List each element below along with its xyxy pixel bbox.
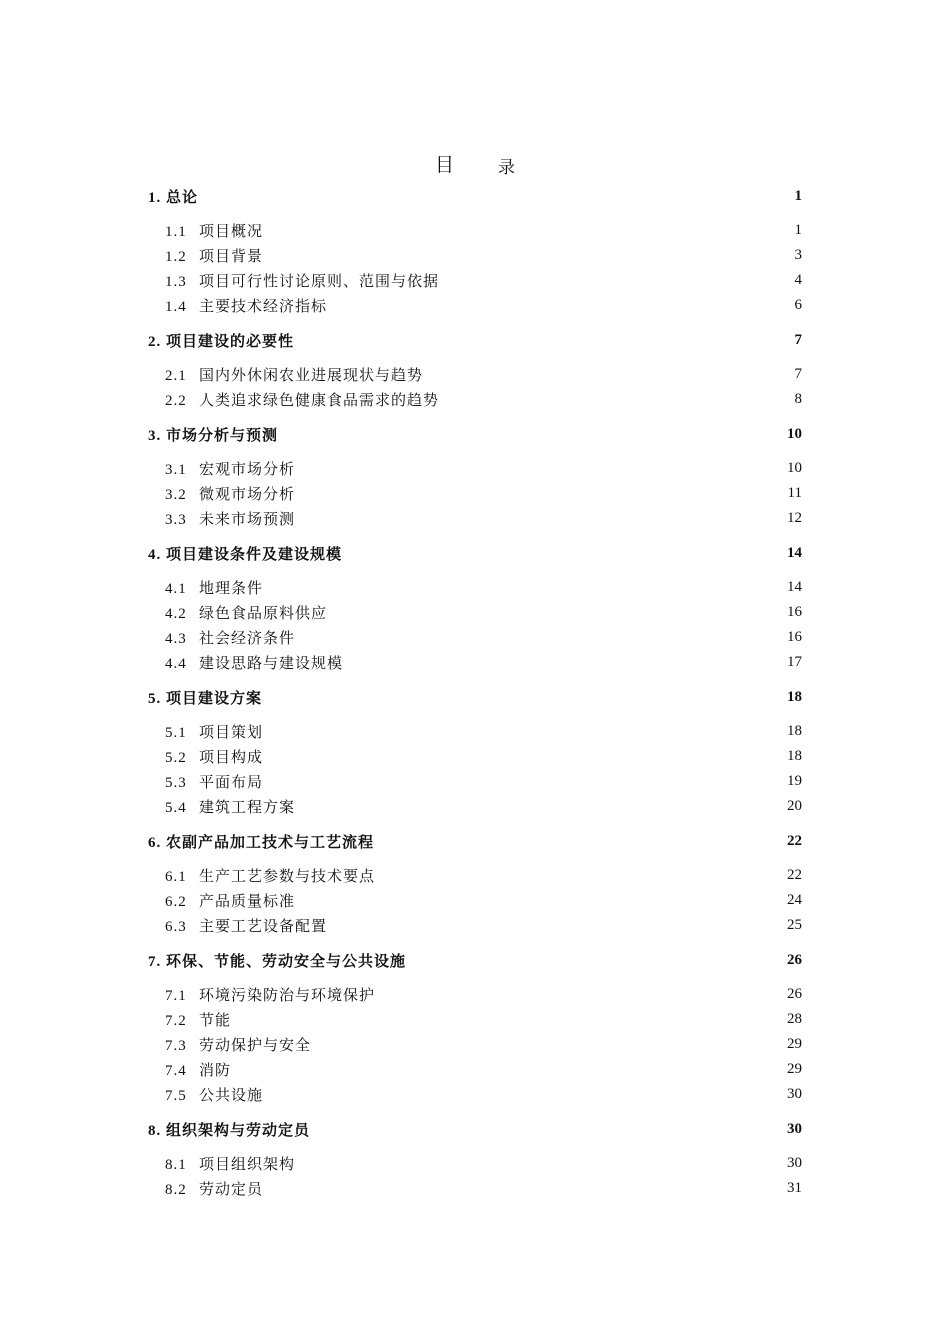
toc-chapter-entry[interactable] (148, 184, 802, 208)
toc-section-heading (165, 721, 263, 742)
toc-title (0, 150, 950, 177)
toc-section-entry[interactable] (148, 268, 802, 293)
toc-section-heading (165, 984, 375, 1005)
toc-section-entry[interactable] (148, 243, 802, 268)
toc-section-entry[interactable] (148, 456, 802, 481)
toc-section-page-number: 12 (787, 510, 802, 526)
toc-section-entry[interactable] (148, 744, 802, 769)
toc-section-page-number: 19 (787, 773, 802, 789)
toc-section-entry[interactable] (148, 1151, 802, 1176)
toc-section-number: 5.1 (165, 725, 187, 741)
toc-chapter-entry[interactable] (148, 328, 802, 352)
toc-section-label: 社会经济条件 (199, 631, 296, 647)
toc-section-label: 建筑工程方案 (199, 800, 296, 816)
toc-section-number: 2.2 (165, 393, 187, 409)
toc-section-number: 6.1 (165, 869, 187, 885)
toc-section-heading (165, 1153, 295, 1174)
toc-section-page-number: 18 (787, 748, 802, 764)
toc-section-heading (165, 1009, 231, 1030)
toc-section-number: 7.1 (165, 988, 187, 1004)
toc-section-entry[interactable] (148, 387, 802, 412)
toc-section-page-number: 20 (787, 798, 802, 814)
table-of-contents (148, 184, 802, 1201)
toc-section-page-number: 22 (787, 867, 802, 883)
toc-section-entry[interactable] (148, 362, 802, 387)
toc-section-entry[interactable] (148, 913, 802, 938)
toc-section-entry[interactable] (148, 888, 802, 913)
toc-section-page-number: 17 (787, 654, 802, 670)
toc-section-heading (165, 1084, 263, 1105)
toc-section-heading (165, 508, 295, 529)
toc-section-page-number: 8 (794, 391, 802, 407)
toc-section-label: 项目组织架构 (199, 1157, 296, 1173)
toc-section-label: 生产工艺参数与技术要点 (199, 869, 376, 885)
toc-section-heading (165, 220, 263, 241)
toc-section-label: 产品质量标准 (199, 894, 296, 910)
toc-section-entry[interactable] (148, 600, 802, 625)
toc-chapter-page-number: 22 (787, 832, 802, 849)
toc-section-heading (165, 652, 343, 673)
toc-chapter-entry[interactable] (148, 829, 802, 853)
toc-section-heading (165, 577, 263, 598)
toc-section-label: 宏观市场分析 (199, 462, 296, 478)
toc-section-label: 劳动保护与安全 (199, 1038, 312, 1054)
toc-chapter-page-number: 10 (787, 425, 802, 442)
toc-section-entry[interactable] (148, 1057, 802, 1082)
toc-section-number: 3.2 (165, 487, 187, 503)
toc-section-number: 1.4 (165, 299, 187, 315)
toc-section-label: 未来市场预测 (199, 512, 296, 528)
toc-title-part2: 录 (498, 158, 515, 177)
toc-chapter-page-number: 26 (787, 951, 802, 968)
toc-section-heading (165, 602, 327, 623)
toc-section-page-number: 30 (787, 1086, 802, 1102)
toc-section-entry[interactable] (148, 1007, 802, 1032)
toc-chapter-label: 3. 市场分析与预测 (148, 427, 279, 444)
toc-chapter-entry[interactable] (148, 422, 802, 446)
toc-section-label: 地理条件 (199, 581, 264, 597)
toc-chapter-page-number: 18 (787, 688, 802, 705)
toc-section-page-number: 18 (787, 723, 802, 739)
toc-section-page-number: 30 (787, 1155, 802, 1171)
toc-section-heading (165, 364, 423, 385)
toc-section-number: 7.2 (165, 1013, 187, 1029)
toc-chapter-label: 5. 项目建设方案 (148, 690, 263, 707)
toc-section-label: 环境污染防治与环境保护 (199, 988, 376, 1004)
toc-section-number: 8.1 (165, 1157, 187, 1173)
toc-section-label: 人类追求绿色健康食品需求的趋势 (199, 393, 440, 409)
toc-section-entry[interactable] (148, 293, 802, 318)
toc-section-page-number: 24 (787, 892, 802, 908)
toc-section-label: 项目可行性讨论原则、范围与依据 (199, 274, 440, 290)
toc-section-number: 7.5 (165, 1088, 187, 1104)
toc-section-page-number: 11 (787, 485, 802, 501)
toc-section-heading (165, 270, 439, 291)
toc-chapter-entry[interactable] (148, 541, 802, 565)
toc-section-heading (165, 865, 375, 886)
toc-section-label: 平面布局 (199, 775, 264, 791)
toc-section-label: 项目概况 (199, 224, 264, 240)
toc-section-number: 1.3 (165, 274, 187, 290)
toc-section-label: 绿色食品原料供应 (199, 606, 328, 622)
toc-section-page-number: 29 (787, 1061, 802, 1077)
toc-section-number: 5.4 (165, 800, 187, 816)
toc-section-label: 微观市场分析 (199, 487, 296, 503)
toc-section-entry[interactable] (148, 863, 802, 888)
toc-section-entry[interactable] (148, 982, 802, 1007)
toc-section-number: 7.4 (165, 1063, 187, 1079)
toc-section-label: 主要技术经济指标 (199, 299, 328, 315)
toc-section-heading (165, 771, 263, 792)
toc-section-number: 1.1 (165, 224, 187, 240)
toc-section-number: 2.1 (165, 368, 187, 384)
toc-section-entry[interactable] (148, 506, 802, 531)
toc-section-page-number: 3 (794, 247, 802, 263)
toc-section-page-number: 31 (787, 1180, 802, 1196)
toc-section-label: 主要工艺设备配置 (199, 919, 328, 935)
toc-section-page-number: 4 (794, 272, 802, 288)
toc-section-label: 节能 (199, 1013, 232, 1029)
toc-section-heading (165, 627, 295, 648)
toc-section-label: 项目构成 (199, 750, 264, 766)
toc-chapter-entry[interactable] (148, 948, 802, 972)
toc-section-entry[interactable] (148, 1082, 802, 1107)
toc-section-number: 4.3 (165, 631, 187, 647)
toc-section-heading (165, 245, 263, 266)
toc-section-page-number: 14 (787, 579, 802, 595)
toc-section-label: 公共设施 (199, 1088, 264, 1104)
toc-section-entry[interactable] (148, 575, 802, 600)
toc-section-entry[interactable] (148, 719, 802, 744)
toc-section-page-number: 25 (787, 917, 802, 933)
toc-chapter-label: 4. 项目建设条件及建设规模 (148, 546, 343, 563)
toc-section-number: 4.1 (165, 581, 187, 597)
toc-section-entry[interactable] (148, 625, 802, 650)
toc-section-label: 项目策划 (199, 725, 264, 741)
toc-section-number: 3.1 (165, 462, 187, 478)
toc-section-entry[interactable] (148, 1176, 802, 1201)
toc-section-page-number: 10 (787, 460, 802, 476)
toc-section-heading (165, 295, 327, 316)
toc-section-number: 5.2 (165, 750, 187, 766)
toc-chapter-page-number: 14 (787, 544, 802, 561)
toc-section-heading (165, 1059, 231, 1080)
toc-section-number: 3.3 (165, 512, 187, 528)
toc-section-page-number: 26 (787, 986, 802, 1002)
toc-chapter-page-number: 1 (794, 187, 802, 204)
toc-section-heading (165, 389, 439, 410)
toc-section-page-number: 6 (794, 297, 802, 313)
toc-section-label: 国内外休闲农业进展现状与趋势 (199, 368, 424, 384)
toc-section-page-number: 29 (787, 1036, 802, 1052)
toc-section-entry[interactable] (148, 1032, 802, 1057)
toc-section-heading (165, 1178, 263, 1199)
toc-chapter-label: 6. 农副产品加工技术与工艺流程 (148, 834, 375, 851)
toc-section-heading (165, 483, 295, 504)
toc-section-page-number: 1 (794, 222, 802, 238)
toc-section-number: 7.3 (165, 1038, 187, 1054)
toc-section-page-number: 28 (787, 1011, 802, 1027)
toc-section-label: 消防 (199, 1063, 232, 1079)
toc-chapter-page-number: 30 (787, 1120, 802, 1137)
toc-section-number: 6.3 (165, 919, 187, 935)
toc-chapter-page-number: 7 (794, 331, 802, 348)
toc-section-page-number: 16 (787, 604, 802, 620)
toc-section-heading (165, 458, 295, 479)
toc-section-label: 项目背景 (199, 249, 264, 265)
toc-chapter-label: 8. 组织架构与劳动定员 (148, 1122, 311, 1139)
toc-section-heading (165, 915, 327, 936)
toc-section-page-number: 16 (787, 629, 802, 645)
toc-section-heading (165, 1034, 311, 1055)
toc-section-label: 建设思路与建设规模 (199, 656, 344, 672)
toc-chapter-label: 2. 项目建设的必要性 (148, 333, 295, 350)
toc-section-entry[interactable] (148, 794, 802, 819)
toc-section-number: 1.2 (165, 249, 187, 265)
toc-title-part1: 目 (434, 155, 454, 176)
toc-section-number: 8.2 (165, 1182, 187, 1198)
toc-section-number: 4.4 (165, 656, 187, 672)
toc-section-heading (165, 796, 295, 817)
toc-section-heading (165, 890, 295, 911)
toc-section-entry[interactable] (148, 481, 802, 506)
toc-section-entry[interactable] (148, 218, 802, 243)
toc-chapter-label: 7. 环保、节能、劳动安全与公共设施 (148, 953, 407, 970)
toc-section-number: 6.2 (165, 894, 187, 910)
toc-chapter-entry[interactable] (148, 1117, 802, 1141)
toc-section-number: 4.2 (165, 606, 187, 622)
toc-section-label: 劳动定员 (199, 1182, 264, 1198)
toc-chapter-label: 1. 总论 (148, 189, 199, 206)
toc-section-page-number: 7 (794, 366, 802, 382)
toc-section-heading (165, 746, 263, 767)
toc-chapter-entry[interactable] (148, 685, 802, 709)
toc-section-entry[interactable] (148, 769, 802, 794)
toc-section-entry[interactable] (148, 650, 802, 675)
toc-section-number: 5.3 (165, 775, 187, 791)
